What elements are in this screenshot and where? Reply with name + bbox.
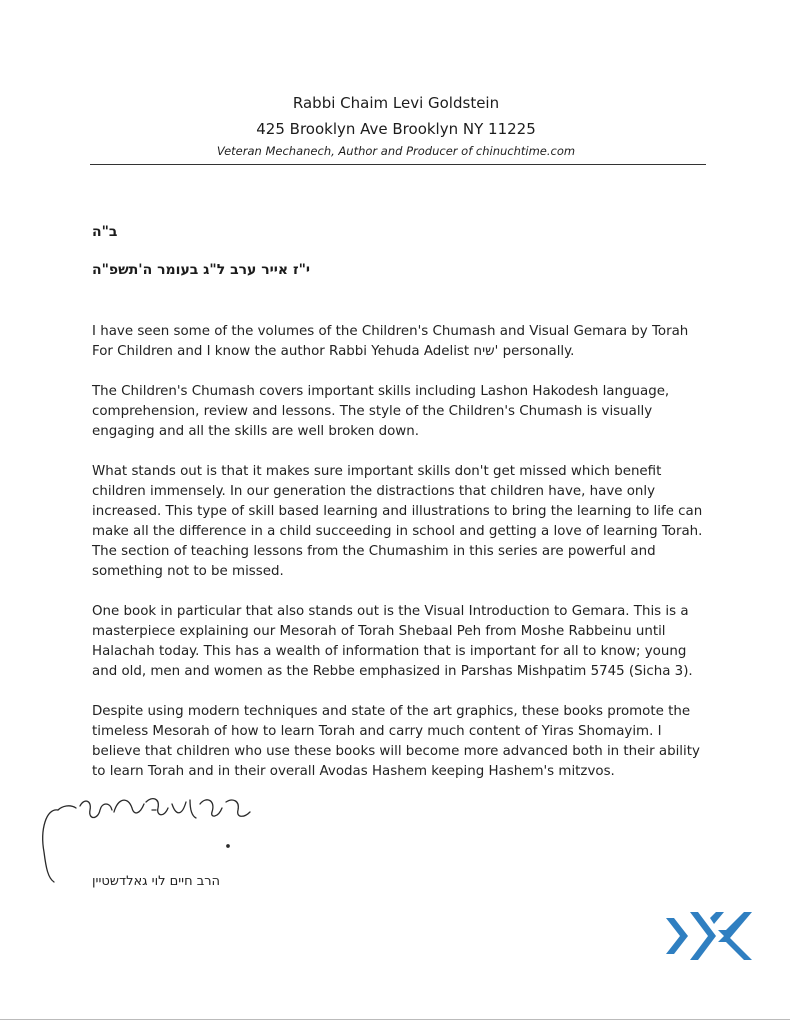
page-bottom-rule (0, 1019, 790, 1020)
letterhead-tagline: Veteran Mechanech, Author and Producer of chinuchtime.com (216, 144, 576, 158)
header-divider (90, 164, 706, 165)
letter-body (92, 322, 704, 802)
letterhead-address: 425 Brooklyn Ave Brooklyn NY 11225 (256, 120, 536, 138)
letterhead-name: Rabbi Chaim Levi Goldstein (292, 94, 500, 112)
bh-heading: ב"ה (92, 224, 118, 240)
printed-signature-name: הרב חיים לוי גאלדשטיין (92, 874, 221, 889)
paragraph-4: One book in particular that also stands out is the Visual Introduction to Gemara. This is a masterpiece explaining our Mesorah of Torah Shebaal Peh from Moshe Rabbeinu until Halachah today. This has a wealth of information that is important for all to know; young and old, men and women as the Rebbe emphasized in Parshas Mishpatim 5745 (Sicha 3). (92, 604, 693, 679)
paragraph-5: Despite using modern techniques and state of the art graphics, these books promote the timeless Mesorah of how to learn Torah and carry much content of Yiras Shomayim. I believe that children who use these books will become more advanced both in their ability to learn Torah and in their overall Avodas Hashem keeping Hashem's mitzvos. (92, 704, 700, 779)
hebrew-date: י"ז אייר ערב ל"ג בעומר ה'תשפ"ה (92, 262, 310, 278)
letterhead (90, 92, 702, 158)
paragraph-3: What stands out is that it makes sure important skills don't get missed which benefit children immensely. In our generation the distractions that children have, have only increased. This type of skill based learning and illustrations to bring the learning to life can make all the difference in a child succeeding in school and getting a love of learning Torah. The section of teaching lessons from the Chumashim in this series are powerful and something not to be missed. (92, 464, 703, 579)
torah-for-children-logo-icon (664, 908, 756, 968)
paragraph-1: I have seen some of the volumes of the Children's Chumash and Visual Gemara by Torah For Children and I know the author Rabbi Yehuda Adelist שיח' personally. (92, 324, 689, 359)
paragraph-2: The Children's Chumash covers important skills including Lashon Hakodesh language, comprehension, review and lessons. The style of the Children's Chumash is visually engaging and all the skills are well broken down. (92, 384, 670, 439)
